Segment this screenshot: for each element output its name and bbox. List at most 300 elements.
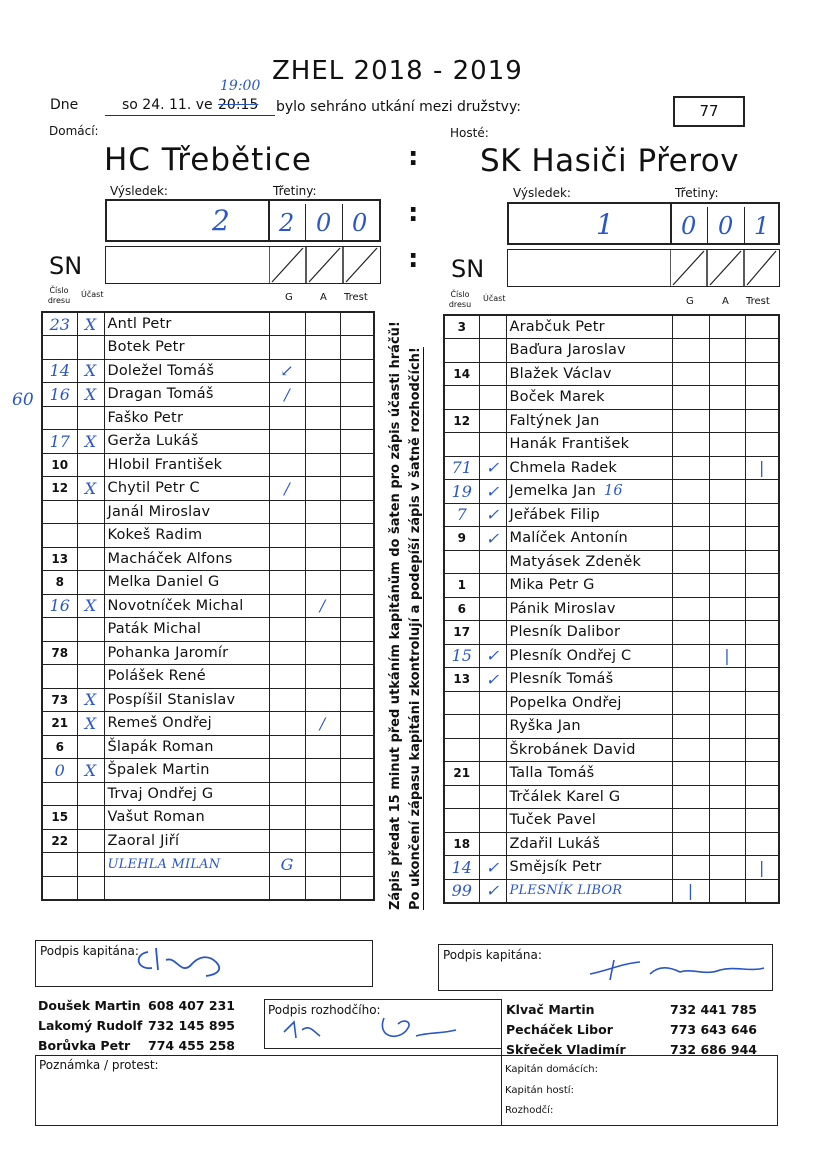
- penalty-cell: [340, 618, 374, 642]
- jersey-number: [42, 500, 77, 524]
- jersey-number: 15: [42, 806, 77, 830]
- match-number: 77: [699, 102, 719, 120]
- table-row: [42, 806, 374, 830]
- assists-cell: [709, 315, 745, 339]
- player-name: Pospíšil Stanislav: [104, 688, 269, 712]
- assists-cell: [305, 547, 340, 571]
- jersey-number: 23: [42, 312, 77, 336]
- player-name: Matyásek Zdeněk: [506, 550, 672, 574]
- away-sn-label: SN: [451, 255, 485, 283]
- attendance-mark: [77, 665, 104, 689]
- goals-cell: [269, 712, 305, 736]
- goals-cell: [269, 829, 305, 853]
- goals-cell: [672, 715, 709, 739]
- jersey-number: 9: [444, 527, 479, 551]
- table-row: [444, 809, 779, 833]
- penalty-cell: [745, 480, 779, 504]
- assists-cell: [709, 597, 745, 621]
- assists-cell: [709, 362, 745, 386]
- jersey-number: 21: [444, 762, 479, 786]
- away-score: 1: [596, 208, 614, 241]
- player-name: [104, 876, 269, 900]
- penalty-cell: [745, 879, 779, 903]
- away-period-3: 1: [754, 212, 770, 240]
- goals-cell: [269, 453, 305, 477]
- jersey-number: [444, 386, 479, 410]
- contact-name: Pecháček Libor: [506, 1022, 613, 1037]
- goals-cell: [672, 409, 709, 433]
- jersey-number: 17: [42, 430, 77, 454]
- goals-cell: [269, 641, 305, 665]
- penalty-cell: [745, 785, 779, 809]
- jersey-number: 0: [42, 759, 77, 783]
- away-col-attendance: Účast: [483, 294, 506, 303]
- goals-cell: [672, 386, 709, 410]
- away-periods-label: Třetiny:: [675, 186, 719, 200]
- attendance-mark: [77, 500, 104, 524]
- goals-cell: [269, 571, 305, 595]
- attendance-mark: [479, 832, 506, 856]
- jersey-number: [444, 550, 479, 574]
- assists-cell: [709, 832, 745, 856]
- jersey-number: 1: [444, 574, 479, 598]
- contact-name: Doušek Martin: [38, 998, 141, 1013]
- jersey-number: [42, 665, 77, 689]
- player-name: Malíček Antonín: [506, 527, 672, 551]
- table-row: [444, 785, 779, 809]
- player-name: Faltýnek Jan: [506, 409, 672, 433]
- table-row: [42, 712, 374, 736]
- attendance-mark: X: [77, 477, 104, 501]
- attendance-mark: [479, 574, 506, 598]
- attendance-mark: [77, 806, 104, 830]
- assists-cell: [709, 738, 745, 762]
- jersey-number: [42, 406, 77, 430]
- jersey-number: 8: [42, 571, 77, 595]
- goals-cell: [672, 856, 709, 880]
- jersey-number: [444, 691, 479, 715]
- attendance-mark: [479, 362, 506, 386]
- jersey-number: 78: [42, 641, 77, 665]
- home-team-name: HC Třebětice: [104, 142, 312, 178]
- player-name-text: Jemelka Jan: [509, 483, 596, 500]
- attendance-mark: [479, 785, 506, 809]
- attendance-mark: [77, 829, 104, 853]
- player-name: Remeš Ondřej: [104, 712, 269, 736]
- player-name: Boček Marek: [506, 386, 672, 410]
- time-struck: 20:15: [218, 97, 259, 113]
- attendance-mark: ✓: [479, 856, 506, 880]
- goals-cell: [269, 688, 305, 712]
- contact-phone: 773 643 646: [670, 1022, 757, 1037]
- table-row: [444, 527, 779, 551]
- vertical-note-1: Zápis předat 15 minut před utkáním kapitánům do šaten pro zápis účasti hráčů!: [388, 321, 403, 910]
- goals-cell: [672, 668, 709, 692]
- assists-cell: [709, 550, 745, 574]
- player-name: Pánik Miroslav: [506, 597, 672, 621]
- away-score-divider: [744, 207, 745, 245]
- table-row: [444, 597, 779, 621]
- player-name: Zdařil Lukáš: [506, 832, 672, 856]
- table-row: [42, 359, 374, 383]
- goals-cell: [672, 691, 709, 715]
- penalty-cell: [340, 853, 374, 877]
- attendance-mark: [479, 597, 506, 621]
- penalty-cell: [745, 527, 779, 551]
- goals-cell: [269, 735, 305, 759]
- attendance-mark: ✓: [479, 644, 506, 668]
- goals-cell: [672, 527, 709, 551]
- contact-phone: 732 441 785: [670, 1002, 757, 1017]
- penalty-cell: [340, 477, 374, 501]
- assists-cell: [305, 430, 340, 454]
- home-col-attendance: Účast: [81, 290, 104, 299]
- penalty-cell: [340, 806, 374, 830]
- note-label: Poznámka / protest:: [39, 1058, 159, 1072]
- jersey-number: 21: [42, 712, 77, 736]
- jersey-number: 18: [444, 832, 479, 856]
- assists-cell: [709, 691, 745, 715]
- jersey-number: [42, 524, 77, 548]
- penalty-cell: [340, 359, 374, 383]
- player-name: Talla Tomáš: [506, 762, 672, 786]
- player-name: Hlobil František: [104, 453, 269, 477]
- player-name: Novotníček Michal: [104, 594, 269, 618]
- player-name: Popelka Ondřej: [506, 691, 672, 715]
- goals-cell: [672, 597, 709, 621]
- penalty-cell: [745, 738, 779, 762]
- penalty-cell: [340, 782, 374, 806]
- date-underline: [105, 115, 275, 116]
- goals-cell: [269, 406, 305, 430]
- jersey-number: [444, 715, 479, 739]
- penalty-cell: [745, 809, 779, 833]
- contact-name: Borůvka Petr: [38, 1038, 131, 1053]
- assists-cell: [709, 386, 745, 410]
- attendance-mark: X: [77, 594, 104, 618]
- home-score-divider: [342, 204, 343, 242]
- attendance-mark: [479, 339, 506, 363]
- table-row: [42, 571, 374, 595]
- jersey-number: [42, 853, 77, 877]
- table-row: [444, 621, 779, 645]
- assists-cell: [305, 782, 340, 806]
- penalty-cell: [745, 762, 779, 786]
- penalty-cell: [340, 735, 374, 759]
- away-label: Hosté:: [450, 126, 489, 140]
- table-row: [42, 312, 374, 336]
- table-row: [42, 547, 374, 571]
- away-roster-table: [443, 314, 780, 904]
- home-period-1: 2: [279, 209, 295, 237]
- player-name: Tuček Pavel: [506, 809, 672, 833]
- penalty-cell: [340, 641, 374, 665]
- assists-cell: [305, 688, 340, 712]
- assists-cell: [305, 876, 340, 900]
- table-row: [444, 456, 779, 480]
- player-name: Chytil Petr C: [104, 477, 269, 501]
- goals-cell: [269, 524, 305, 548]
- home-score: 2: [212, 204, 230, 237]
- jersey-number: 22: [42, 829, 77, 853]
- jersey-number: [42, 618, 77, 642]
- goals-cell: [672, 621, 709, 645]
- home-col-jersey: Číslo dresu: [47, 286, 71, 305]
- home-sn-slashes: [269, 246, 381, 284]
- goals-cell: [672, 785, 709, 809]
- table-row: [444, 644, 779, 668]
- jersey-number: 13: [42, 547, 77, 571]
- goals-cell: [269, 806, 305, 830]
- player-name: PLESNÍK LIBOR: [506, 879, 672, 903]
- jersey-number: [42, 876, 77, 900]
- table-row: [42, 383, 374, 407]
- away-col-jersey: Číslo dresu: [448, 290, 472, 309]
- attendance-mark: [77, 641, 104, 665]
- jersey-number: [444, 738, 479, 762]
- assists-cell: [709, 339, 745, 363]
- away-col-penalty: Trest: [746, 296, 770, 307]
- player-name: Mika Petr G: [506, 574, 672, 598]
- attendance-mark: [77, 453, 104, 477]
- attendance-mark: ✓: [479, 527, 506, 551]
- penalty-cell: [745, 574, 779, 598]
- table-row: [42, 453, 374, 477]
- assists-cell: [709, 621, 745, 645]
- referee-footer-label: Rozhodčí:: [505, 1105, 554, 1116]
- penalty-cell: [745, 832, 779, 856]
- attendance-mark: [77, 571, 104, 595]
- penalty-cell: [745, 362, 779, 386]
- page-title: ZHEL 2018 - 2019: [272, 56, 523, 86]
- jersey-number: 6: [42, 735, 77, 759]
- player-name: Doležel Tomáš: [104, 359, 269, 383]
- table-row: [42, 594, 374, 618]
- table-row: [444, 832, 779, 856]
- away-col-assists: A: [722, 296, 729, 307]
- attendance-mark: X: [77, 383, 104, 407]
- player-name: Macháček Alfons: [104, 547, 269, 571]
- player-name: Smějsík Petr: [506, 856, 672, 880]
- goals-cell: ↙: [269, 359, 305, 383]
- goals-cell: [269, 312, 305, 336]
- goals-cell: [269, 665, 305, 689]
- jersey-number: 71: [444, 456, 479, 480]
- goals-cell: [269, 336, 305, 360]
- jersey-number: 14: [42, 359, 77, 383]
- table-row: [444, 503, 779, 527]
- assists-cell: [305, 453, 340, 477]
- assists-cell: [305, 477, 340, 501]
- table-row: [444, 550, 779, 574]
- jersey-number: 7: [444, 503, 479, 527]
- goals-cell: [672, 503, 709, 527]
- player-name: Arabčuk Petr: [506, 315, 672, 339]
- goals-cell: [672, 550, 709, 574]
- penalty-cell: [340, 547, 374, 571]
- jersey-number: 16: [42, 383, 77, 407]
- home-side-note: 60: [12, 390, 34, 410]
- player-name: Chmela Radek: [506, 456, 672, 480]
- attendance-mark: [77, 524, 104, 548]
- assists-cell: [305, 665, 340, 689]
- goals-cell: [269, 876, 305, 900]
- away-result-label: Výsledek:: [513, 186, 571, 200]
- player-name: Špalek Martin: [104, 759, 269, 783]
- player-name: Ryška Jan: [506, 715, 672, 739]
- jersey-number: 73: [42, 688, 77, 712]
- jersey-number: 17: [444, 621, 479, 645]
- penalty-cell: [745, 409, 779, 433]
- goals-cell: [672, 315, 709, 339]
- table-row: [444, 574, 779, 598]
- player-name: Hanák František: [506, 433, 672, 457]
- away-captain-signature: [580, 946, 770, 986]
- goals-cell: [269, 594, 305, 618]
- penalty-cell: [340, 383, 374, 407]
- assists-cell: [305, 406, 340, 430]
- penalty-cell: [340, 453, 374, 477]
- away-col-goals: G: [686, 296, 694, 307]
- home-score-divider: [305, 204, 306, 242]
- penalty-cell: [745, 433, 779, 457]
- assists-cell: [305, 853, 340, 877]
- player-name: Plesník Ondřej C: [506, 644, 672, 668]
- assists-cell: [305, 806, 340, 830]
- table-row: [42, 406, 374, 430]
- home-col-assists: A: [320, 292, 327, 303]
- table-row: [42, 688, 374, 712]
- player-name: Vašut Roman: [104, 806, 269, 830]
- away-score-box: [507, 202, 780, 245]
- attendance-mark: [479, 315, 506, 339]
- table-row: [42, 782, 374, 806]
- goals-cell: [672, 339, 709, 363]
- goals-cell: [269, 547, 305, 571]
- table-row: [42, 618, 374, 642]
- attendance-mark: X: [77, 759, 104, 783]
- attendance-mark: X: [77, 312, 104, 336]
- assists-cell: [709, 715, 745, 739]
- penalty-cell: [340, 500, 374, 524]
- vertical-note-2: Po ukončení zápasu kapitáni zkontrolují a podepíší zápis v šatně rozhodčích!: [408, 347, 423, 910]
- table-row: [444, 433, 779, 457]
- player-name: Janál Miroslav: [104, 500, 269, 524]
- player-name: Trvaj Ondřej G: [104, 782, 269, 806]
- jersey-number: [444, 809, 479, 833]
- attendance-mark: [77, 336, 104, 360]
- penalty-cell: |: [745, 856, 779, 880]
- attendance-mark: X: [77, 712, 104, 736]
- jersey-number: 12: [444, 409, 479, 433]
- contact-phone: 774 455 258: [148, 1038, 235, 1053]
- contact-phone: 732 686 944: [670, 1042, 757, 1057]
- attendance-mark: ✓: [479, 879, 506, 903]
- goals-cell: [269, 782, 305, 806]
- jersey-number: 19: [444, 480, 479, 504]
- goals-cell: [672, 832, 709, 856]
- time-corrected: 19:00: [220, 78, 261, 94]
- attendance-mark: [479, 809, 506, 833]
- table-row: [42, 641, 374, 665]
- goals-cell: [672, 362, 709, 386]
- goals-cell: [672, 738, 709, 762]
- jersey-number: 3: [444, 315, 479, 339]
- attendance-mark: [479, 386, 506, 410]
- referee-signature: [280, 1008, 470, 1048]
- penalty-cell: [745, 386, 779, 410]
- player-name: Botek Petr: [104, 336, 269, 360]
- away-sn-slashes: [670, 249, 780, 287]
- attendance-mark: [77, 876, 104, 900]
- jersey-number: 12: [42, 477, 77, 501]
- goals-cell: [672, 433, 709, 457]
- home-result-label: Výsledek:: [110, 184, 168, 198]
- attendance-mark: [479, 409, 506, 433]
- player-name: Baďura Jaroslav: [506, 339, 672, 363]
- handwritten-note: 16: [603, 483, 623, 500]
- attendance-mark: [479, 715, 506, 739]
- player-name: Pohanka Jaromír: [104, 641, 269, 665]
- penalty-cell: [745, 503, 779, 527]
- goals-cell: [269, 430, 305, 454]
- table-row: [42, 829, 374, 853]
- table-row: [444, 715, 779, 739]
- penalty-cell: [745, 339, 779, 363]
- player-name: Škrobánek David: [506, 738, 672, 762]
- goals-cell: [269, 759, 305, 783]
- referee-label: Podpis rozhodčího:: [268, 1003, 381, 1017]
- table-row: [444, 362, 779, 386]
- table-row: [444, 691, 779, 715]
- player-name: Šlapák Roman: [104, 735, 269, 759]
- contact-name: Lakomý Rudolf: [38, 1018, 143, 1033]
- attendance-mark: X: [77, 688, 104, 712]
- captain-away-label: Kapitán hostí:: [505, 1085, 574, 1096]
- assists-cell: [709, 856, 745, 880]
- assists-cell: [305, 312, 340, 336]
- assists-cell: |: [709, 644, 745, 668]
- goals-cell: [269, 618, 305, 642]
- jersey-number: 10: [42, 453, 77, 477]
- player-name: [506, 480, 672, 504]
- assists-cell: [305, 500, 340, 524]
- penalty-cell: [745, 668, 779, 692]
- table-row: [42, 665, 374, 689]
- contact-name: Klvač Martin: [506, 1002, 595, 1017]
- assists-cell: [709, 503, 745, 527]
- home-score-divider: [268, 199, 270, 242]
- contact-phone: 732 145 895: [148, 1018, 235, 1033]
- jersey-number: [42, 782, 77, 806]
- attendance-mark: ✓: [479, 503, 506, 527]
- contact-phone: 608 407 231: [148, 998, 235, 1013]
- goals-cell: G: [269, 853, 305, 877]
- jersey-number: 13: [444, 668, 479, 692]
- jersey-number: [444, 433, 479, 457]
- goals-cell: [672, 456, 709, 480]
- goals-cell: [269, 500, 305, 524]
- goals-cell: [672, 809, 709, 833]
- table-row: [42, 430, 374, 454]
- table-row: [42, 853, 374, 877]
- home-sn-label: SN: [49, 252, 83, 280]
- goals-cell: [672, 480, 709, 504]
- assists-cell: [709, 456, 745, 480]
- penalty-cell: |: [745, 456, 779, 480]
- table-row: [444, 762, 779, 786]
- away-team-name: SK Hasiči Přerov: [480, 143, 740, 179]
